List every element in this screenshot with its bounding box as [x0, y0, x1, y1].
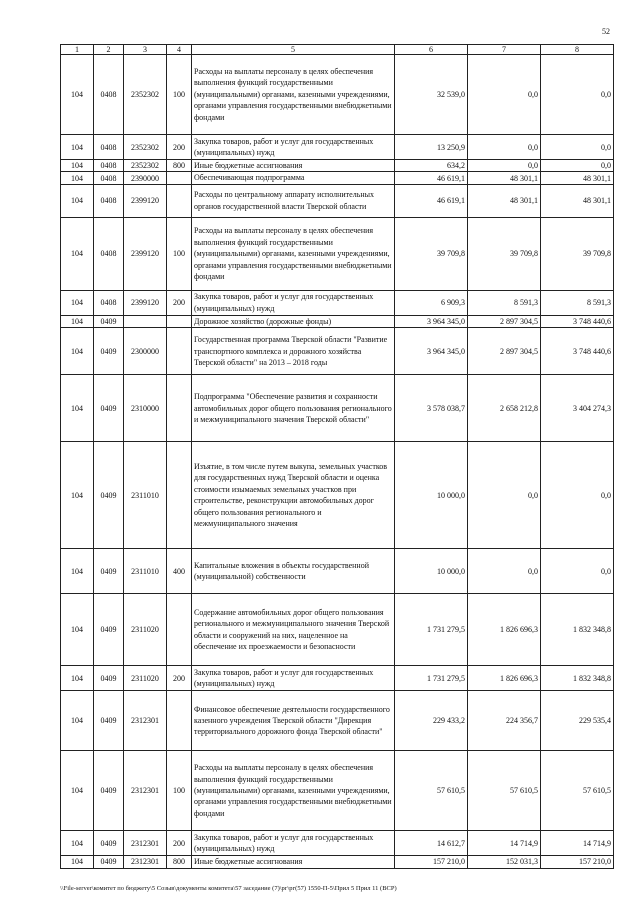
amount-cell: 0,0: [541, 55, 614, 135]
amount-cell: 0,0: [468, 160, 541, 172]
target-cell: 2312301: [124, 831, 167, 856]
section-cell: 0408: [94, 172, 124, 184]
amount-cell: 157 210,0: [395, 856, 468, 868]
amount-cell: 57 610,5: [468, 751, 541, 831]
expense-type-cell: 400: [167, 549, 192, 594]
section-cell: 0408: [94, 290, 124, 315]
target-cell: 2312301: [124, 856, 167, 868]
expense-type-cell: 200: [167, 290, 192, 315]
amount-cell: 57 610,5: [541, 751, 614, 831]
amount-cell: 10 000,0: [395, 549, 468, 594]
section-cell: 0409: [94, 315, 124, 327]
amount-cell: 229 535,4: [541, 691, 614, 751]
description-cell: Расходы на выплаты персоналу в целях обеспечения выполнения функций государственными (муниципальными) органами, казенными учреждениями, органами управления государственными внебюджетными фондами: [192, 55, 395, 135]
section-cell: 0409: [94, 856, 124, 868]
amount-cell: 8 591,3: [468, 290, 541, 315]
amount-cell: 39 709,8: [541, 217, 614, 290]
code-cell: 104: [61, 135, 94, 160]
section-cell: 0409: [94, 666, 124, 691]
amount-cell: 3 748 440,6: [541, 328, 614, 375]
table-row: [61, 856, 614, 868]
description-cell: Закупка товаров, работ и услуг для государственных (муниципальных) нужд: [192, 135, 395, 160]
section-cell: 0409: [94, 751, 124, 831]
table-row: [61, 549, 614, 594]
description-cell: Обеспечивающая подпрограмма: [192, 172, 395, 184]
expense-type-cell: 100: [167, 55, 192, 135]
target-cell: 2399120: [124, 290, 167, 315]
code-cell: 104: [61, 831, 94, 856]
table-row: [61, 328, 614, 375]
target-cell: 2312301: [124, 751, 167, 831]
description-cell: Иные бюджетные ассигнования: [192, 160, 395, 172]
code-cell: 104: [61, 290, 94, 315]
table-row: [61, 55, 614, 135]
amount-cell: 229 433,2: [395, 691, 468, 751]
code-cell: 104: [61, 184, 94, 217]
amount-cell: 6 909,3: [395, 290, 468, 315]
table-row: [61, 315, 614, 327]
code-cell: 104: [61, 172, 94, 184]
expense-type-cell: [167, 172, 192, 184]
target-cell: 2310000: [124, 375, 167, 442]
target-cell: 2311010: [124, 549, 167, 594]
header-cell: 7: [468, 45, 541, 55]
amount-cell: 3 748 440,6: [541, 315, 614, 327]
file-path-footer: \\File-server\комитет по бюджету\5 Созыв\документы комитета\57 заседание (7)\рг\рг(57) 1550-П-5\Прил 5 Прил 11 (ВСР): [60, 885, 397, 892]
amount-cell: 0,0: [468, 135, 541, 160]
description-cell: Закупка товаров, работ и услуг для государственных (муниципальных) нужд: [192, 290, 395, 315]
target-cell: 2399120: [124, 217, 167, 290]
table-row: [61, 751, 614, 831]
header-cell: 6: [395, 45, 468, 55]
expense-type-cell: [167, 442, 192, 549]
amount-cell: 152 031,3: [468, 856, 541, 868]
description-cell: Иные бюджетные ассигнования: [192, 856, 395, 868]
target-cell: 2300000: [124, 328, 167, 375]
amount-cell: 1 826 696,3: [468, 666, 541, 691]
table-row: [61, 172, 614, 184]
amount-cell: 1 731 279,5: [395, 666, 468, 691]
budget-table: [60, 44, 614, 869]
expense-type-cell: [167, 691, 192, 751]
table-row: [61, 594, 614, 666]
amount-cell: 0,0: [541, 135, 614, 160]
amount-cell: 157 210,0: [541, 856, 614, 868]
code-cell: 104: [61, 549, 94, 594]
amount-cell: 1 832 348,8: [541, 594, 614, 666]
header-cell: 3: [124, 45, 167, 55]
amount-cell: 48 301,1: [468, 172, 541, 184]
amount-cell: 14 714,9: [468, 831, 541, 856]
section-cell: 0408: [94, 184, 124, 217]
target-cell: 2352302: [124, 135, 167, 160]
expense-type-cell: [167, 375, 192, 442]
amount-cell: 2 658 212,8: [468, 375, 541, 442]
code-cell: 104: [61, 55, 94, 135]
amount-cell: 3 404 274,3: [541, 375, 614, 442]
header-cell: 8: [541, 45, 614, 55]
table-row: [61, 217, 614, 290]
description-cell: Расходы по центральному аппарату исполнительных органов государственной власти Тверской области: [192, 184, 395, 217]
code-cell: 104: [61, 751, 94, 831]
code-cell: 104: [61, 691, 94, 751]
description-cell: Дорожное хозяйство (дорожные фонды): [192, 315, 395, 327]
amount-cell: 224 356,7: [468, 691, 541, 751]
section-cell: 0409: [94, 594, 124, 666]
target-cell: 2352302: [124, 160, 167, 172]
amount-cell: 3 964 345,0: [395, 328, 468, 375]
expense-type-cell: [167, 315, 192, 327]
code-cell: 104: [61, 315, 94, 327]
amount-cell: 3 964 345,0: [395, 315, 468, 327]
header-cell: 1: [61, 45, 94, 55]
code-cell: 104: [61, 442, 94, 549]
description-cell: Закупка товаров, работ и услуг для государственных (муниципальных) нужд: [192, 831, 395, 856]
amount-cell: 10 000,0: [395, 442, 468, 549]
amount-cell: 39 709,8: [468, 217, 541, 290]
section-cell: 0409: [94, 375, 124, 442]
header-cell: 5: [192, 45, 395, 55]
target-cell: 2312301: [124, 691, 167, 751]
table-row: [61, 135, 614, 160]
amount-cell: 1 826 696,3: [468, 594, 541, 666]
code-cell: 104: [61, 160, 94, 172]
description-cell: Государственная программа Тверской области "Развитие транспортного комплекса и дорожного хозяйства Тверской области" на 2013 – 2018 годы: [192, 328, 395, 375]
description-cell: Закупка товаров, работ и услуг для государственных (муниципальных) нужд: [192, 666, 395, 691]
expense-type-cell: 200: [167, 135, 192, 160]
amount-cell: 1 731 279,5: [395, 594, 468, 666]
code-cell: 104: [61, 328, 94, 375]
header-cell: 4: [167, 45, 192, 55]
section-cell: 0409: [94, 328, 124, 375]
code-cell: 104: [61, 666, 94, 691]
expense-type-cell: 200: [167, 666, 192, 691]
target-cell: 2352302: [124, 55, 167, 135]
amount-cell: 8 591,3: [541, 290, 614, 315]
description-cell: Расходы на выплаты персоналу в целях обеспечения выполнения функций государственными (муниципальными) органами, казенными учреждениями, органами управления государственными внебюджетными фондами: [192, 751, 395, 831]
header-row: [61, 45, 614, 55]
amount-cell: 2 897 304,5: [468, 328, 541, 375]
expense-type-cell: 100: [167, 751, 192, 831]
target-cell: 2311020: [124, 594, 167, 666]
section-cell: 0408: [94, 55, 124, 135]
table-row: [61, 691, 614, 751]
section-cell: 0409: [94, 442, 124, 549]
amount-cell: 48 301,1: [541, 184, 614, 217]
expense-type-cell: 800: [167, 160, 192, 172]
target-cell: 2311010: [124, 442, 167, 549]
description-cell: Содержание автомобильных дорог общего пользования регионального и межмуниципального значения Тверской области и сооружений на них, нацеленное на обеспечение их проезжаемости и безопасности: [192, 594, 395, 666]
amount-cell: 0,0: [468, 442, 541, 549]
table-row: [61, 160, 614, 172]
table-row: [61, 290, 614, 315]
code-cell: 104: [61, 217, 94, 290]
amount-cell: 48 301,1: [541, 172, 614, 184]
amount-cell: 46 619,1: [395, 184, 468, 217]
description-cell: Изъятие, в том числе путем выкупа, земельных участков для государственных нужд Тверской области и оценка стоимости изымаемых земельных участков при строительстве, реконструкции автомобильных дорог общего пользования регионального и межмуниципального значения: [192, 442, 395, 549]
code-cell: 104: [61, 375, 94, 442]
code-cell: 104: [61, 594, 94, 666]
page-number: 52: [602, 27, 610, 36]
code-cell: 104: [61, 856, 94, 868]
amount-cell: 13 250,9: [395, 135, 468, 160]
description-cell: Подпрограмма "Обеспечение развития и сохранности автомобильных дорог общего пользования регионального и межмуниципального значения Тверской области": [192, 375, 395, 442]
amount-cell: 1 832 348,8: [541, 666, 614, 691]
amount-cell: 2 897 304,5: [468, 315, 541, 327]
amount-cell: 0,0: [468, 549, 541, 594]
target-cell: 2390000: [124, 172, 167, 184]
expense-type-cell: 200: [167, 831, 192, 856]
amount-cell: 39 709,8: [395, 217, 468, 290]
amount-cell: 57 610,5: [395, 751, 468, 831]
target-cell: 2311020: [124, 666, 167, 691]
table-row: [61, 375, 614, 442]
section-cell: 0409: [94, 831, 124, 856]
description-cell: Расходы на выплаты персоналу в целях обеспечения выполнения функций государственными (муниципальными) органами, казенными учреждениями, органами управления государственными внебюджетными фондами: [192, 217, 395, 290]
expense-type-cell: 800: [167, 856, 192, 868]
target-cell: [124, 315, 167, 327]
amount-cell: 48 301,1: [468, 184, 541, 217]
section-cell: 0408: [94, 135, 124, 160]
expense-type-cell: [167, 328, 192, 375]
expense-type-cell: [167, 594, 192, 666]
table-row: [61, 831, 614, 856]
table-row: [61, 442, 614, 549]
section-cell: 0409: [94, 691, 124, 751]
expense-type-cell: [167, 184, 192, 217]
description-cell: Капитальные вложения в объекты государственной (муниципальной) собственности: [192, 549, 395, 594]
amount-cell: 14 714,9: [541, 831, 614, 856]
amount-cell: 14 612,7: [395, 831, 468, 856]
amount-cell: 3 578 038,7: [395, 375, 468, 442]
amount-cell: 0,0: [541, 160, 614, 172]
target-cell: 2399120: [124, 184, 167, 217]
amount-cell: 0,0: [541, 442, 614, 549]
table-row: [61, 184, 614, 217]
amount-cell: 32 539,0: [395, 55, 468, 135]
amount-cell: 0,0: [468, 55, 541, 135]
expense-type-cell: 100: [167, 217, 192, 290]
table-row: [61, 666, 614, 691]
section-cell: 0409: [94, 549, 124, 594]
description-cell: Финансовое обеспечение деятельности государственного казенного учреждения Тверской области "Дирекция территориального дорожного фонда Тверской области": [192, 691, 395, 751]
header-cell: 2: [94, 45, 124, 55]
section-cell: 0408: [94, 217, 124, 290]
amount-cell: 46 619,1: [395, 172, 468, 184]
section-cell: 0408: [94, 160, 124, 172]
amount-cell: 634,2: [395, 160, 468, 172]
amount-cell: 0,0: [541, 549, 614, 594]
